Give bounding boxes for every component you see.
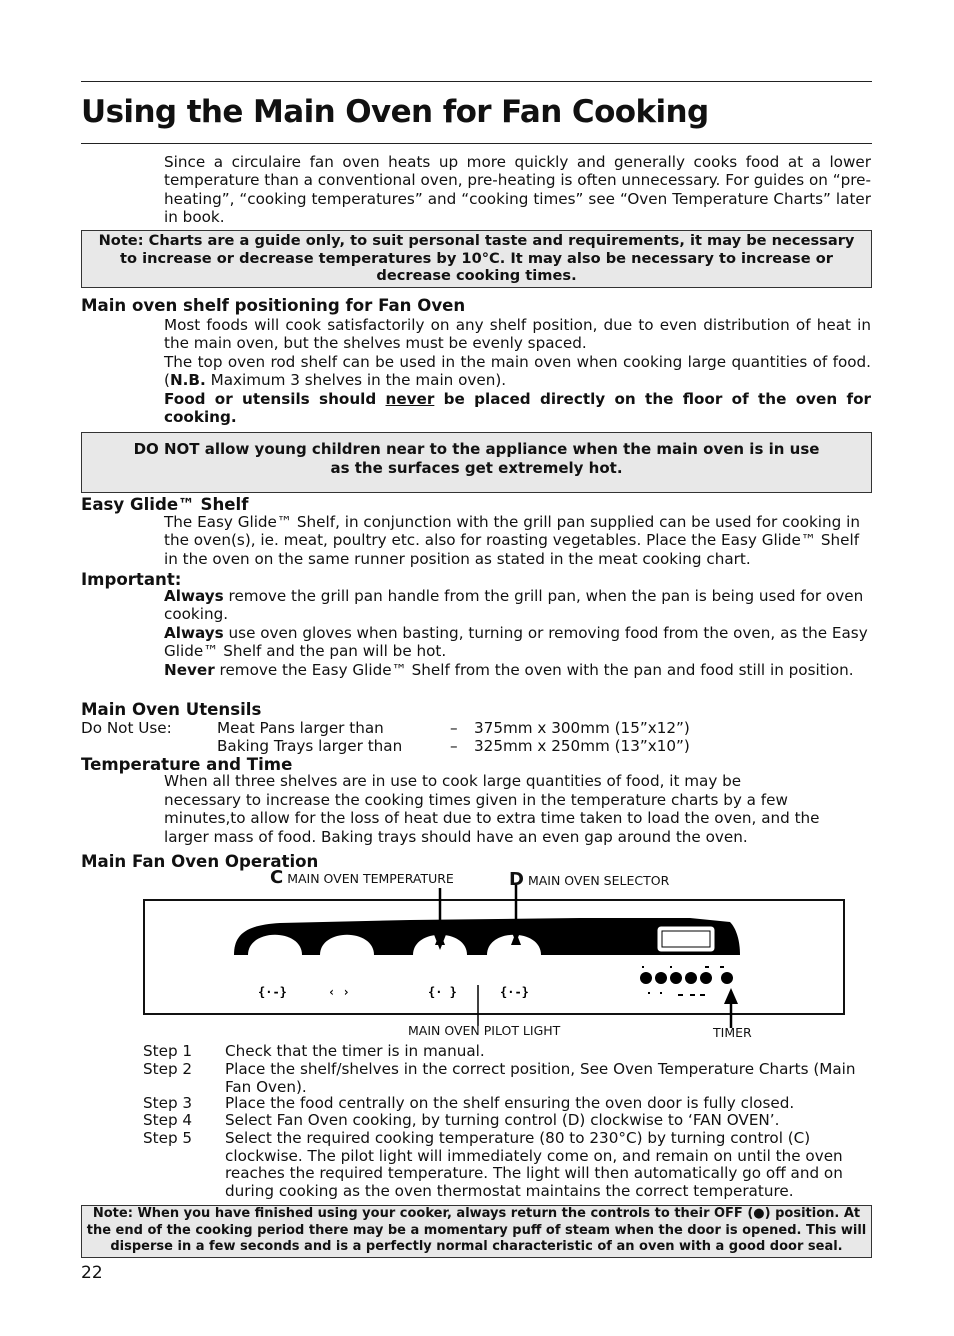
children-warning-box (81, 432, 872, 493)
step-text: Place the food centrally on the shelf ensuring the oven door is fully closed. (225, 1094, 795, 1112)
floor-warning-c: be placed directly on the floor of the oven for cooking. (164, 390, 871, 427)
step-label: Step 1 (143, 1042, 193, 1060)
utensil-size: 325mm x 250mm (13”x10”) (474, 737, 690, 755)
utensil-dash: – (450, 719, 458, 737)
temp-time-line: minutes,to allow for the loss of heat due to extra time taken to load the oven, and the (164, 809, 820, 827)
top-rule (81, 81, 872, 82)
section-heading-important: Important: (81, 570, 182, 589)
shelf-paragraph-1: Most foods will cook satisfactorily on any shelf position, due to even distribution of heat in the main oven, but the shelves must be evenly spaced. (164, 316, 871, 353)
step-text: Check that the timer is in manual. (225, 1042, 485, 1060)
easy-glide-paragraph: The Easy Glide™ Shelf, in conjunction with the grill pan supplied can be used for cooking in the oven(s), ie. meat, poultry etc. also for roasting vegetables. Place the Easy Glide™ Shelf in the oven on the same runner position as stated in the meat cooking chart. (164, 513, 860, 568)
important-text: remove the Easy Glide™ Shelf from the oven with the pan and food still in position. (214, 661, 854, 679)
note-text: Note: Charts are a guide only, to suit personal taste and requirements, it may be necessary to increase or decrease temperatures by 10°C. It may also be necessary to increase or decrease cooking times. (98, 232, 855, 284)
note-box-off-position (81, 1205, 872, 1258)
control-panel-outline (144, 900, 844, 1014)
label-main-oven-temperature: C MAIN OVEN TEMPERATURE (270, 867, 454, 888)
knob-2-symbol-icon: ‹ › (328, 985, 350, 999)
label-letter-d: D (509, 869, 524, 890)
step-label: Step 4 (143, 1111, 193, 1129)
shelf-paragraph-2 (164, 353, 871, 390)
intro-paragraph: Since a circulaire fan oven heats up more quickly and generally cooks food at a lower temperature than a conventional oven, pre-heating is often unnecessary. For guides on “pre-heating”, “cooking temperatures” and “cooking times” see “Oven Temperature Charts” later in book. (164, 153, 871, 227)
temp-time-line: larger mass of food. Baking trays should have an even gap around the oven. (164, 828, 748, 846)
important-text: use oven gloves when basting, turning or removing food from the oven, as the Easy Glide™ Shelf and the pan will be hot. (164, 624, 868, 661)
nb-label: N.B. (169, 371, 206, 390)
knob-c-symbol-icon: {· } (428, 985, 457, 999)
knob-1-symbol-icon: {·-} (258, 985, 287, 999)
step-label: Step 3 (143, 1094, 193, 1112)
note-box-temperature (81, 230, 872, 288)
label-main-oven-selector: D MAIN OVEN SELECTOR (509, 869, 670, 890)
important-text: remove the grill pan handle from the grill pan, when the pan is being used for oven cooking. (164, 587, 864, 624)
important-keyword: Always (164, 624, 224, 642)
shelf-p2-text-c: Maximum 3 shelves in the main oven). (205, 371, 507, 390)
important-item (164, 661, 871, 679)
label-letter-c: C (270, 867, 284, 888)
important-keyword: Always (164, 587, 224, 605)
temp-time-line: necessary to increase the cooking times given in the temperature charts by a few (164, 791, 788, 809)
important-item (164, 624, 871, 661)
section-heading-utensils: Main Oven Utensils (81, 700, 262, 719)
page-title: Using the Main Oven for Fan Cooking (81, 94, 709, 130)
page-number: 22 (81, 1263, 103, 1283)
step-text: Select Fan Oven cooking, by turning control (D) clockwise to ‘FAN OVEN’. (225, 1111, 780, 1129)
important-item (164, 587, 871, 624)
step-label: Step 2 (143, 1060, 193, 1078)
temp-time-line: When all three shelves are in use to cook large quantities of food, it may be (164, 772, 742, 790)
shelf-p2-text-a: The top oven rod shelf can be used in the main oven when cooking large quantities of food. ( (164, 353, 871, 390)
utensil-size: 375mm x 300mm (15”x12”) (474, 719, 690, 737)
important-keyword: Never (164, 661, 215, 679)
label-timer: TIMER (713, 1025, 752, 1040)
section-heading-operation: Main Fan Oven Operation (81, 852, 319, 871)
utensil-item: Meat Pans larger than (217, 719, 384, 737)
utensil-dash: – (450, 737, 458, 755)
step-text: Place the shelf/shelves in the correct position, See Oven Temperature Charts (Main Fan Oven). (225, 1060, 856, 1096)
step-text: Select the required cooking temperature (80 to 230°C) by turning control (C) clockwise. The pilot light will immediately come on, and remain on until the oven reaches the required temperature. The light will then automatically go off and on during cooking as the oven thermostat maintains the correct temperature. (225, 1129, 843, 1200)
utensil-item: Baking Trays larger than (217, 737, 403, 755)
floor-warning-a: Food or utensils should (164, 390, 386, 408)
utensils-do-not-use-label: Do Not Use: (81, 719, 172, 737)
section-heading-easy-glide: Easy Glide™ Shelf (81, 495, 249, 514)
section-heading-temperature-time: Temperature and Time (81, 755, 293, 774)
knob-d-symbol-icon: {·-} (500, 985, 529, 999)
label-pilot-light: MAIN OVEN PILOT LIGHT (408, 1023, 561, 1038)
floor-warning-never: never (385, 390, 435, 408)
title-rule (81, 143, 872, 144)
step-label: Step 5 (143, 1129, 193, 1147)
section-heading-shelf: Main oven shelf positioning for Fan Oven (81, 296, 466, 315)
shelf-warning-paragraph (164, 390, 871, 427)
off-position-note-text: Note: When you have finished using your cooker, always return the controls to their OFF (●) position. At the end of the cooking period there may be a momentary puff of steam when the door is opened. This will disperse in a few seconds and is a perfectly normal characteristic of an oven with a good door seal. (86, 1206, 867, 1255)
children-warning-text: DO NOT allow young children near to the appliance when the main oven is in use as the surfaces get extremely hot. (133, 440, 820, 477)
